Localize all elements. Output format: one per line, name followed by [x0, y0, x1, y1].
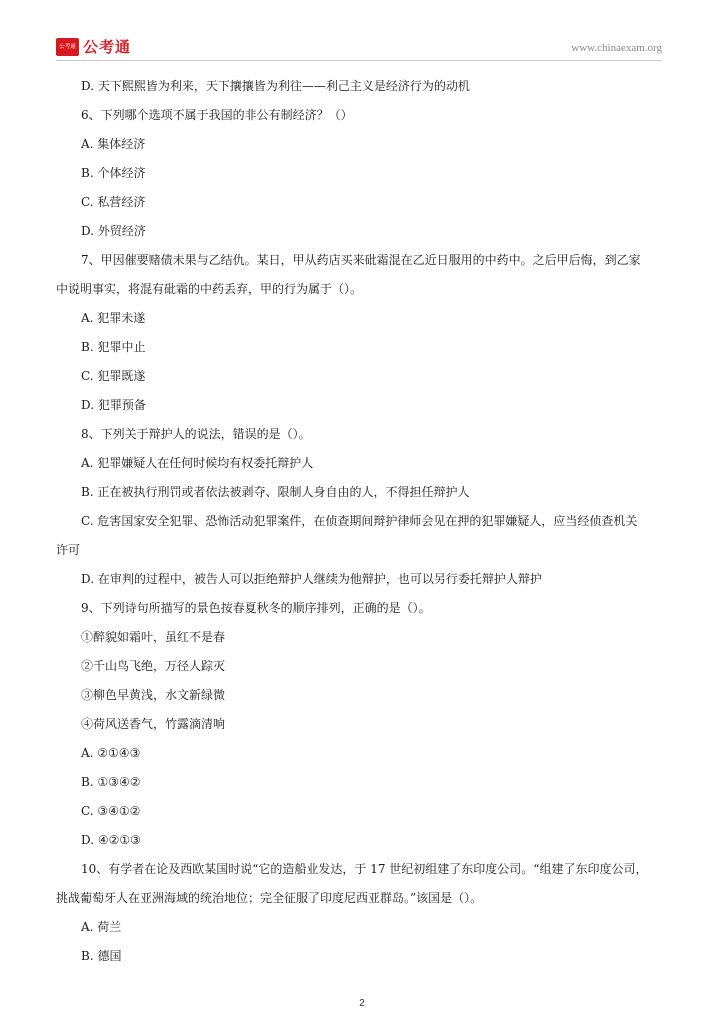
option-line: A. ②①④③: [81, 746, 141, 760]
option-line: D. 外贸经济: [81, 224, 146, 238]
option-line: B. 个体经济: [81, 166, 146, 180]
option-line: A. 犯罪嫌疑人在任何时候均有权委托辩护人: [81, 456, 314, 470]
logo: [56, 36, 131, 57]
poem-line: ②千山鸟飞绝，万径人踪灭: [81, 659, 226, 673]
option-line: B. 德国: [81, 949, 122, 963]
option-line: C. ③④①②: [81, 804, 141, 818]
option-line: B. ①③④②: [81, 775, 141, 789]
option-line: C. 犯罪既遂: [81, 369, 146, 383]
document-body: [56, 78, 672, 977]
option-line: A. 荷兰: [81, 920, 122, 934]
header-divider: [56, 60, 662, 61]
question-line: 9、下列诗句所描写的景色按春夏秋冬的顺序排列，正确的是（）。: [81, 601, 431, 615]
option-line: D. 天下熙熙皆为利来，天下攘攘皆为利往——利己主义是经济行为的动机: [81, 79, 470, 93]
question-line: 10、有学者在论及西欧某国时说“它的造船业发达，于 17 世纪初组建了东印度公司。“组建了东印度公司，: [81, 862, 648, 876]
option-line: D. ④②①③: [81, 833, 141, 847]
option-line: A. 集体经济: [81, 137, 146, 151]
poem-line: ①醉貌如霜叶，虽红不是春: [81, 630, 226, 644]
question-continuation: 中说明事实，将混有砒霜的中药丢弃，甲的行为属于（）。: [56, 282, 363, 296]
poem-line: ③柳色早黄浅，水文新绿微: [81, 688, 226, 702]
site-url: www.chinaexam.org: [571, 42, 662, 54]
poem-line: ④荷风送香气，竹露滴清响: [81, 717, 226, 731]
logo-text: 公考通: [83, 38, 132, 56]
option-line: C. 私营经济: [81, 195, 146, 209]
question-line: 7、甲因催要赌债未果与乙结仇。某日，甲从药店买来砒霜混在乙近日服用的中药中。之后甲后悔，到乙家: [81, 253, 641, 267]
option-line: B. 正在被执行刑罚或者依法被剥夺、限制人身自由的人，不得担任辩护人: [81, 485, 470, 499]
question-continuation: 挑战葡萄牙人在亚洲海域的统治地位；完全征服了印度尼西亚群岛。”该国是（）。: [56, 891, 483, 905]
logo-badge: 公考通: [56, 38, 79, 56]
page-header: [56, 36, 662, 60]
question-line: 6、下列哪个选项不属于我国的非公有制经济？（）: [81, 108, 353, 122]
option-line: C. 危害国家安全犯罪、恐怖活动犯罪案件，在侦查期间辩护律师会见在押的犯罪嫌疑人，应当经侦查机关: [81, 514, 638, 528]
option-line: B. 犯罪中止: [81, 340, 146, 354]
option-line: A. 犯罪未遂: [81, 311, 146, 325]
option-continuation: 许可: [56, 543, 81, 557]
question-line: 8、下列关于辩护人的说法，错误的是（）。: [81, 427, 311, 441]
page-number: 2: [359, 998, 365, 1009]
option-line: D. 在审判的过程中，被告人可以拒绝辩护人继续为他辩护，也可以另行委托辩护人辩护: [81, 572, 542, 586]
option-line: D. 犯罪预备: [81, 398, 146, 412]
